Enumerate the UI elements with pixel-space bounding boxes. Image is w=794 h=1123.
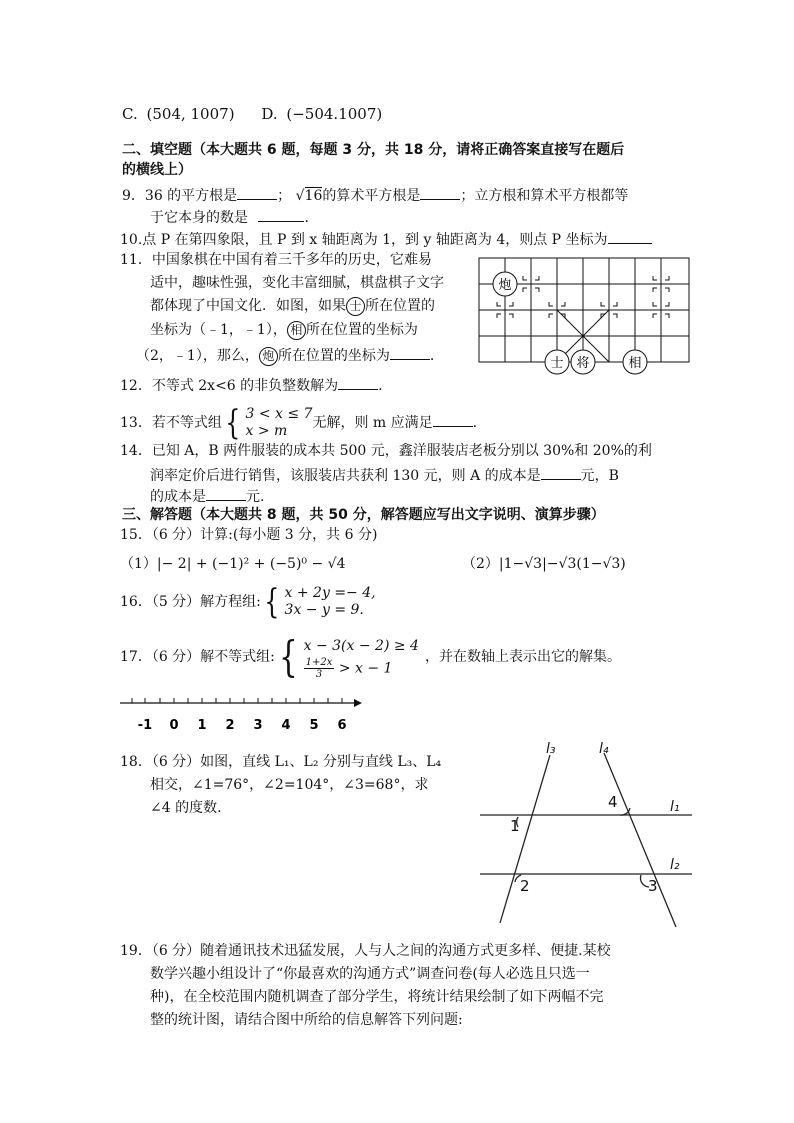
tick-label: 1: [197, 718, 207, 733]
q18-line3: ∠4 的度数.: [150, 800, 222, 816]
q19-line2: 数学兴趣小组设计了“你最喜欢的沟通方式”调查问卷(每人必选且只选一: [150, 966, 590, 982]
tick-label: 4: [281, 718, 291, 733]
number-line: [118, 693, 368, 733]
q17-row1: x − 3(x − 2) ≥ 4: [303, 637, 419, 654]
q12-text: 12．不等式 2x<6 的非负整数解为: [120, 378, 339, 394]
fraction-den: 3: [315, 668, 323, 680]
q11-line3: [150, 296, 435, 316]
brace: {: [225, 403, 241, 443]
q19-line4: 整的统计图，请结合图中所给的信息解答下列问题:: [150, 1012, 463, 1028]
q13-row1: 3 < x ≤ 7: [245, 406, 313, 422]
q17-prefix: 17．（6 分）解不等式组:: [120, 649, 275, 665]
q11-text: 都体现了中国文化．如图，如果: [150, 298, 346, 314]
fraction: [304, 657, 335, 680]
q17-system: [275, 632, 419, 681]
question-13: [120, 404, 477, 442]
section2-title-line1: 二、填空题（本大题共 6 题，每题 3 分，共 18 分，请将正确答案直接写在题后: [122, 142, 625, 158]
q15-part1: （1）|− 2| + (−1)² + (−5)⁰ − √4: [120, 556, 346, 572]
tick-label: 3: [253, 718, 263, 733]
q12-end: .: [378, 378, 383, 394]
question-17: [120, 634, 621, 680]
q13-end: .: [472, 415, 478, 431]
q11-text: 所在位置的: [365, 298, 435, 314]
section2-title-line2: 的横线上）: [122, 162, 192, 178]
line-l4: [604, 753, 676, 927]
q13-suffix: 无解，则 m 应满足: [312, 415, 433, 431]
answer-blank[interactable]: [433, 411, 473, 427]
answer-blank[interactable]: [338, 374, 378, 390]
q9-text-a: 9．36 的平方根是: [122, 188, 238, 204]
q14-line2: [150, 464, 619, 486]
line-l3: [500, 755, 550, 923]
q11-line2: 适中，趣味性强，变化丰富细腻，棋盘棋子文字: [150, 275, 444, 291]
angle-4-arc: [620, 808, 630, 815]
q19-line3: 种)，在全校范围内随机调查了部分学生，将统计结果绘制了如下两幅不完: [150, 989, 604, 1005]
piece-pao-label: 炮: [498, 278, 512, 293]
question-12: [120, 374, 383, 396]
tick-label: 2: [225, 718, 235, 733]
q15-title: 15．（6 分）计算:(每小题 3 分，共 6 分): [120, 527, 378, 543]
tick-label: 0: [169, 718, 179, 733]
angle-4-label: 4: [608, 793, 618, 811]
angle-2-label: 2: [520, 877, 530, 895]
piece-jiang-label: 将: [576, 356, 590, 371]
option-d-value: (−504.1007): [286, 105, 383, 123]
piece-jiang: [571, 350, 595, 374]
section3-title: 三、解答题（本大题共 8 题，共 50 分，解答题应写出文字说明、演算步骤）: [122, 507, 605, 523]
option-c-label: C.: [122, 105, 138, 123]
q17-row2-rest: > x − 1: [338, 660, 393, 676]
option-c: [122, 104, 382, 124]
q9-end: .: [304, 210, 309, 226]
q11-line4: [150, 320, 418, 340]
q14-text: 的成本是: [150, 489, 206, 505]
sqrt-symbol: √16: [295, 188, 323, 204]
q14-text: 元.: [246, 489, 265, 505]
number-line-arrow: [354, 699, 362, 707]
brace: {: [264, 582, 280, 622]
q11-line5: [136, 344, 434, 366]
q11-text: 坐标为（﹣1，﹣1），: [150, 322, 287, 338]
q14-text: 润率定价后进行销售，该服装店共获利 130 元，则 A 的成本是: [150, 468, 541, 484]
q11-text: 所在位置的坐标为: [305, 322, 418, 338]
answer-blank[interactable]: [541, 464, 581, 480]
q16-row2: 3x − y = 9.: [284, 602, 364, 618]
piece-shi-inline: 士: [346, 297, 365, 316]
q9-text-c: 的算术平方根是: [322, 188, 421, 204]
answer-blank[interactable]: [390, 344, 430, 360]
q18-line1: 18．（6 分）如图，直线 L₁、L₂ 分别与直线 L₃、L₄: [120, 754, 442, 770]
q9-text-e: 于它本身的数是: [150, 210, 248, 226]
label-l2: l₂: [670, 857, 680, 873]
parallel-lines-figure: [478, 737, 698, 932]
question-16: [120, 582, 376, 622]
label-l3: l₃: [546, 741, 556, 757]
number-line-ticks: [132, 698, 342, 703]
q18-line2: 相交，∠1=76°，∠2=104°，∠3=68°，求: [150, 777, 429, 793]
tick-label: -1: [137, 718, 153, 733]
q19-line1: 19．（6 分）随着通讯技术迅猛发展，人与人之间的沟通方式更多样、便捷.某校: [120, 943, 611, 959]
brace: {: [278, 632, 298, 681]
answer-blank[interactable]: [258, 206, 304, 222]
piece-pao: [493, 272, 517, 296]
question-10: [120, 228, 652, 250]
option-c-value: (504, 1007): [146, 105, 235, 123]
q10-text: 10.点 P 在第四象限，且 P 到 x 轴距离为 1，到 y 轴距离为 4，则点 P 坐标为: [120, 232, 608, 248]
piece-shi-label: 士: [550, 356, 564, 371]
answer-blank[interactable]: [420, 184, 460, 200]
q14-line3: [150, 485, 264, 507]
q17-suffix: ，并在数轴上表示出它的解集。: [424, 649, 621, 665]
question-9-line1: [122, 184, 628, 206]
angle-3-label: 3: [648, 877, 658, 895]
piece-xiang-inline: 相: [287, 321, 306, 340]
fraction-num: 1+2x: [305, 656, 333, 668]
q9-text-d: ；立方根和算术平方根都等: [460, 188, 629, 204]
answer-blank[interactable]: [237, 184, 277, 200]
q11-end: .: [429, 348, 435, 364]
q11-line1: 11．中国象棋在中国有着三千多年的历史，它难易: [120, 252, 432, 268]
answer-blank[interactable]: [608, 228, 652, 244]
q9-text-b: ；: [277, 188, 292, 204]
q17-row2: [304, 657, 419, 680]
q11-text: 所在位置的坐标为: [277, 348, 390, 364]
q16-prefix: 16．（5 分）解方程组:: [120, 594, 261, 610]
q11-text: （2，﹣1），那么，: [136, 348, 259, 364]
tick-label: 5: [309, 718, 319, 733]
sqrt-arg: 16: [304, 188, 323, 204]
q13-prefix: 13．若不等式组: [120, 415, 222, 431]
q15-part2: （2）|1−√3|−√3(1−√3): [462, 556, 626, 572]
q13-row2: x > m: [245, 423, 288, 439]
piece-pao-inline: 炮: [259, 347, 278, 366]
label-l4: l₄: [599, 741, 609, 757]
q16-system: [261, 582, 376, 622]
option-d-label: D.: [261, 105, 278, 123]
q16-row1: x + 2y =− 4,: [284, 585, 376, 601]
piece-shi: [545, 350, 569, 374]
angle-1-label: 1: [510, 817, 520, 835]
piece-xiang-label: 相: [628, 356, 642, 371]
q14-text: 元，B: [580, 468, 619, 484]
q14-line1: 14．已知 A，B 两件服装的成本共 500 元，鑫洋服装店老板分别以 30%和 20%的利: [120, 443, 652, 459]
question-9-line2: [150, 206, 309, 228]
answer-blank[interactable]: [206, 485, 246, 501]
piece-xiang: [623, 350, 647, 374]
label-l1: l₁: [670, 799, 680, 815]
q13-system: [222, 403, 313, 443]
chess-board-figure: [476, 255, 694, 380]
tick-label: 6: [337, 718, 347, 733]
